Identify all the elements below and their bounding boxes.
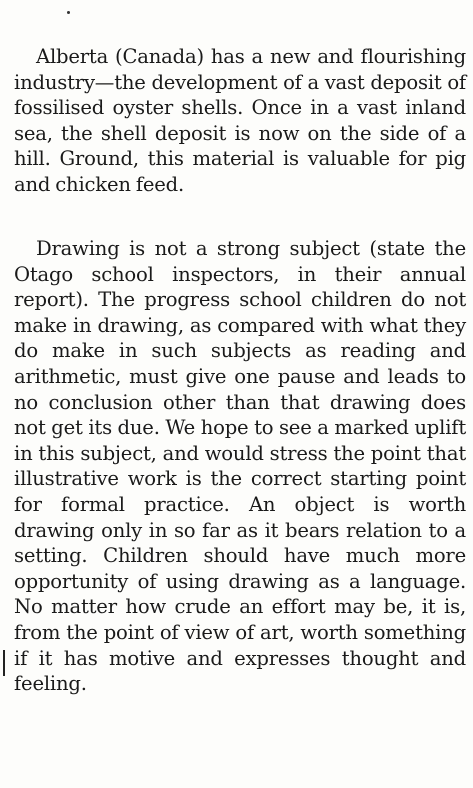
paragraph-drawing-otago-schools: Drawing is not a strong subject (state the Otago school inspectors, in their annual report). The progress school children do not make in drawing, as compared with what they do make in such subjects as reading and arithmetic, must give one pause and leads to no conclusion other than that drawing does not get its due. We hope to see a marked uplift in this subject, and would stress the point that illustrative work is the correct starting point for formal practice. An object is worth drawing only in so far as it bears relation to a setting. Children should have much more opportunity of using drawing as a language. No matter how crude an effort may be, it is, from the point of view of art, worth something if it has motive and expresses thought and feeling. (14, 237, 466, 696)
ink-speck (67, 11, 70, 14)
column-rule-mark (3, 650, 5, 676)
paragraph-alberta-oyster-shells: Alberta (Canada) has a new and flourishing industry—the development of a vast deposit of fossilised oyster shells. Once in a vast inland sea, the shell deposit is now on the side of a hill. Ground, this material is valuable for pig and chicken feed. (14, 45, 466, 196)
